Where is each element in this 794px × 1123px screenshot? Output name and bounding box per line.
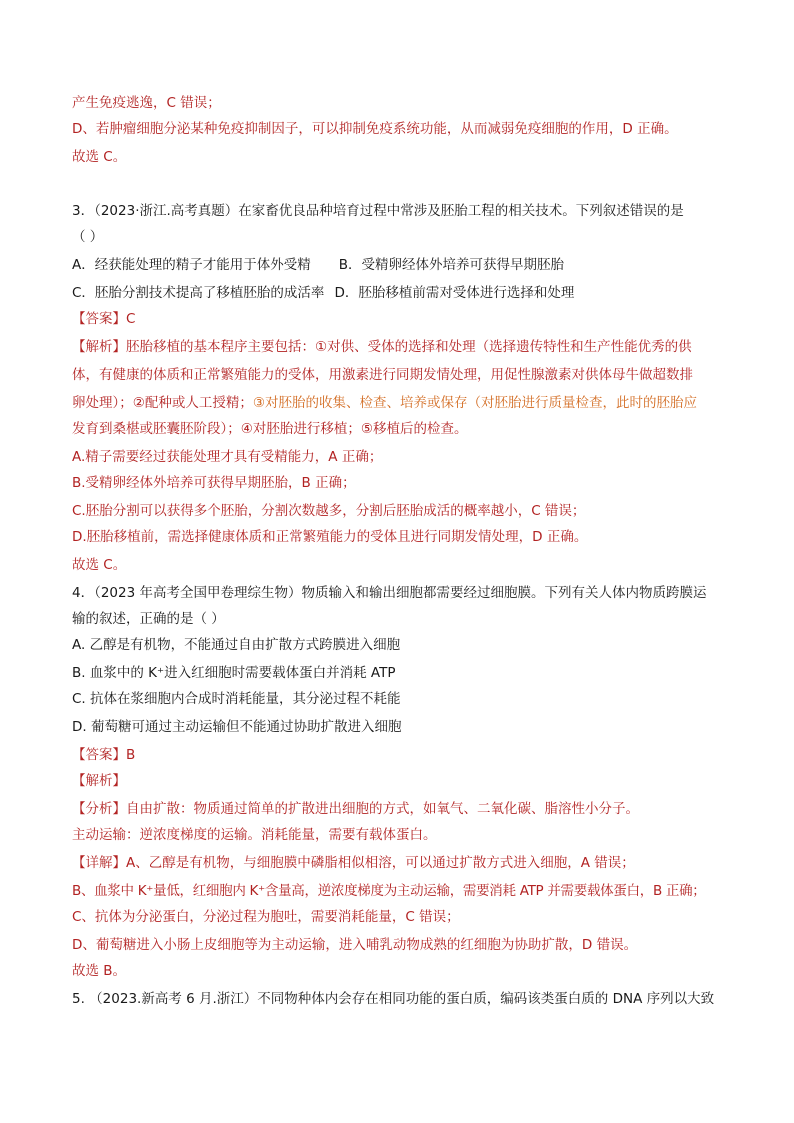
q3-option-a: A．经获能处理的精子才能用于体外受精 [72, 257, 311, 273]
q3-explain-d: D.胚胎移植前，需选择健康体质和正常繁殖能力的受体且进行同期发情处理，D 正确。 [72, 529, 588, 545]
q4-choose: 故选 B。 [72, 963, 127, 979]
prev-line-3: 故选 C。 [72, 149, 127, 165]
q4-answer [72, 746, 754, 764]
q3-explain-b: B.受精卵经体外培养可获得早期胚胎，B 正确； [72, 475, 356, 491]
q3-analysis-line-2: 体，有健康的体质和正常繁殖能力的受体，用激素进行同期发情处理，用促性腺激素对供体母牛做超数排 [72, 367, 693, 383]
q3-source: （2023·浙江.高考真题） [94, 203, 239, 219]
q3-number: 3． [72, 203, 95, 219]
q4-analysis-line-2: 主动运输：逆浓度梯度的运输。消耗能量，需要有载体蛋白。 [72, 827, 437, 843]
q4-detail-a: 【详解】A、乙醇是有机物，与细胞膜中磷脂相似相溶，可以通过扩散方式进入细胞，A 错误； [72, 855, 635, 871]
q3-option-b: B．受精卵经体外培养可获得早期胚胎 [338, 257, 565, 273]
q5-stem-line-1 [72, 990, 754, 1008]
q4-detail-c: C、抗体为分泌蛋白，分泌过程为胞吐，需要消耗能量，C 错误； [72, 909, 460, 925]
q4-analysis-line-1: 【分析】自由扩散：物质通过简单的扩散进出细胞的方式，如氧气、二氧化碳、脂溶性小分子。 [72, 801, 639, 817]
q4-analysis-label: 【解析】 [72, 773, 126, 789]
q3-option-c: C．胚胎分割技术提高了移植胚胎的成活率 [72, 285, 325, 301]
prev-line-2: D、若肿瘤细胞分泌某种免疫抑制因子，可以抑制免疫系统功能，从而减弱免疫细胞的作用，D 正确。 [72, 121, 678, 137]
q3-explain-a: A.精子需要经过获能处理才具有受精能力，A 正确； [72, 449, 383, 465]
q5-stem: 不同物种体内会存在相同功能的蛋白质，编码该类蛋白质的 DNA 序列以大致 [257, 991, 715, 1007]
q3-options-row-2 [72, 284, 754, 302]
q5-source: （2023.新高考 6 月.浙江） [89, 991, 258, 1007]
q3-stem-line-2: （ ） [72, 229, 104, 245]
q3-analysis-label: 【解析】 [72, 339, 126, 355]
q3-options-row-1 [72, 256, 754, 274]
q3-analysis-line-3: 卵处理）；②配种或人工授精；③对胚胎的收集、检查、培养或保存（对胚胎进行质量检查，此时的胚胎应 [72, 395, 697, 411]
q4-option-d: D. 葡萄糖可通过主动运输但不能通过协助扩散进入细胞 [72, 719, 402, 735]
q3-explain-c: C.胚胎分割可以获得多个胚胎，分割次数越多，分割后胚胎成活的概率越小，C 错误； [72, 503, 586, 519]
q4-option-b: B. 血浆中的 K⁺进入红细胞时需要载体蛋白并消耗 ATP [72, 665, 396, 681]
q4-fenxi-label: 【分析】 [72, 801, 126, 817]
q4-number: 4． [72, 585, 95, 601]
prev-line-1: 产生免疫逃逸，C 错误； [72, 95, 221, 111]
q4-detail-d: D、葡萄糖进入小肠上皮细胞等为主动运输，进入哺乳动物成熟的红细胞为协助扩散，D 错误。 [72, 937, 638, 953]
q3-answer [72, 310, 754, 328]
q4-xiangjie-label: 【详解】 [72, 855, 126, 871]
q3-stem: 在家畜优良品种培育过程中常涉及胚胎工程的相关技术。下列叙述错误的是 [238, 203, 684, 219]
q3-answer-value: C [126, 311, 136, 327]
q4-option-c: C. 抗体在浆细胞内合成时消耗能量，其分泌过程不耗能 [72, 691, 401, 707]
q4-detail-b: B、血浆中 K⁺量低，红细胞内 K⁺含量高，逆浓度梯度为主动运输，需要消耗 ATP 并需要载体蛋白，B 正确； [72, 883, 706, 899]
q5-number: 5. [72, 991, 90, 1007]
q3-choose: 故选 C。 [72, 557, 127, 573]
q4-answer-label: 【答案】 [72, 747, 126, 763]
q4-stem: 物质输入和输出细胞都需要经过细胞膜。下列有关人体内物质跨膜运 [301, 585, 707, 601]
q3-option-d: D．胚胎移植前需对受体进行选择和处理 [334, 285, 575, 301]
q3-stem-line-1 [72, 202, 754, 220]
q3-answer-label: 【答案】 [72, 311, 126, 327]
q3-analysis-line-1: 【解析】胚胎移植的基本程序主要包括：①对供、受体的选择和处理（选择遗传特性和生产性能优秀的供 [72, 339, 692, 355]
q4-stem-line-1 [72, 584, 754, 602]
q4-option-a: A. 乙醇是有机物，不能通过自由扩散方式跨膜进入细胞 [72, 637, 401, 653]
q4-stem-line-2: 输的叙述，正确的是（ ） [72, 611, 225, 627]
q4-answer-value: B [126, 747, 136, 763]
q3-analysis-line-4: 发育到桑椹或胚囊胚阶段）；④对胚胎进行移植；⑤移植后的检查。 [72, 421, 468, 437]
q4-source: （2023 年高考全国甲卷理综生物） [94, 585, 302, 601]
